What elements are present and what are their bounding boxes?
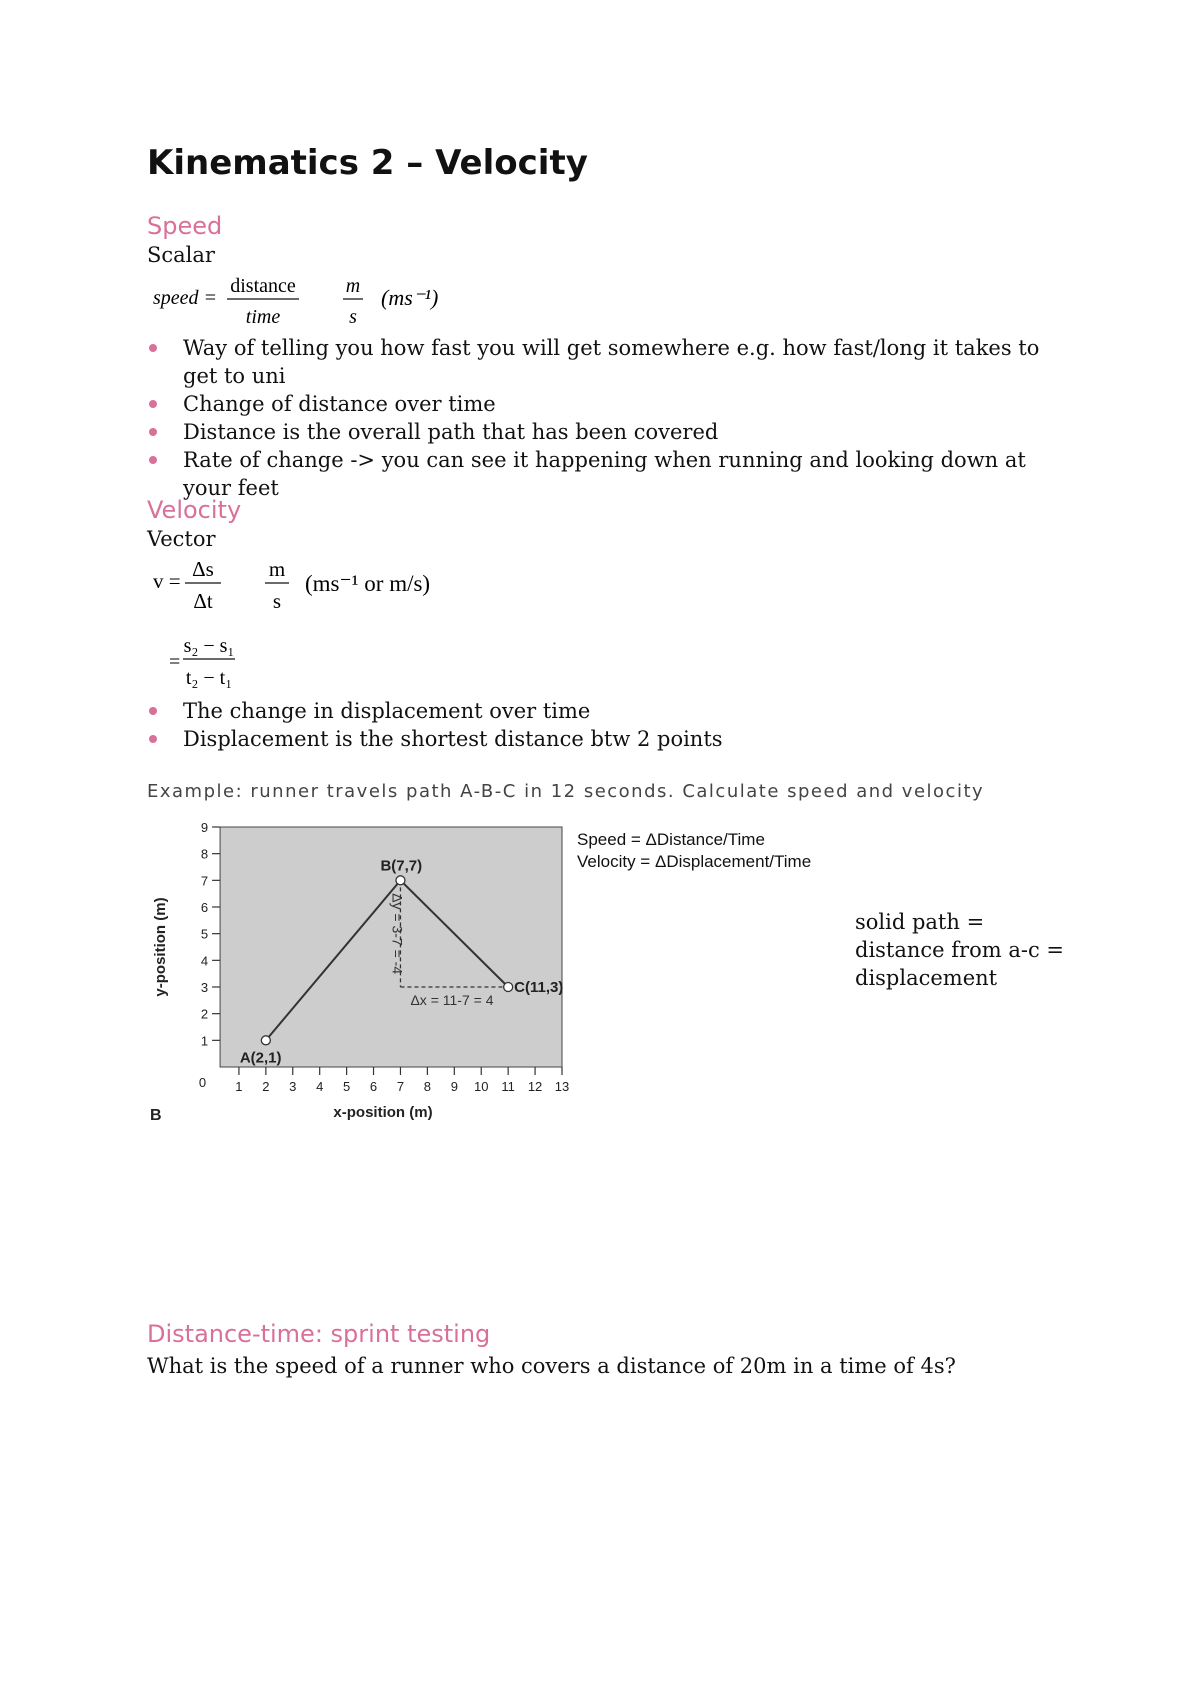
velocity-kind: Vector <box>147 527 216 551</box>
speed-formula-numerator: distance <box>230 275 296 297</box>
y-tick-label: 3 <box>200 980 209 995</box>
x-tick-label: 5 <box>342 1079 351 1094</box>
y-tick-label: 2 <box>200 1006 209 1022</box>
position-figure <box>147 815 847 1140</box>
list-item: Way of telling you how fast you will get somewhere e.g. how fast/long it takes to get to uni <box>147 334 1067 390</box>
speed-formula <box>147 268 477 335</box>
x-tick-label: 13 <box>554 1079 570 1094</box>
velocity-formula-denominator: Δt <box>193 589 213 613</box>
x-tick-label: 4 <box>316 1079 324 1094</box>
velocity-formula-svg <box>147 552 487 616</box>
velocity-eq2-denominator: t₂ − t₁ <box>185 667 233 689</box>
velocity-bullet-list <box>147 697 1067 753</box>
x-axis-ticks <box>235 1067 569 1094</box>
velocity-heading: Velocity <box>147 496 242 524</box>
speed-unit-parenthetical: (ms⁻¹) <box>381 285 439 310</box>
x-tick-label: 2 <box>262 1079 270 1094</box>
panel-label: B <box>150 1107 162 1124</box>
speed-kind: Scalar <box>147 243 215 267</box>
example-text: Example: runner travels path A-B-C in 12 seconds. Calculate speed and velocity <box>147 781 985 802</box>
speed-formula-denominator: time <box>245 306 281 328</box>
velocity-formula-expanded <box>147 628 267 697</box>
point-b-label: B(7,7) <box>380 857 423 875</box>
x-tick-label: 12 <box>527 1079 543 1094</box>
speed-unit-denominator: s <box>349 306 357 328</box>
y-tick-label: 6 <box>200 900 209 915</box>
y-tick-label: 4 <box>200 953 209 969</box>
speed-formula-svg <box>147 268 477 330</box>
list-item: Change of distance over time <box>147 390 1067 418</box>
velocity-unit-numerator: m <box>268 557 286 581</box>
list-item: The change in displacement over time <box>147 697 1067 725</box>
delta-y-label: Δy = 3-7 = -4 <box>389 893 406 975</box>
speed-bullet-list <box>147 334 1067 502</box>
y-tick-label: 1 <box>200 1033 209 1049</box>
x-tick-label: 7 <box>396 1079 405 1094</box>
side-note: solid path = distance from a-c = displacement <box>855 910 1064 990</box>
point-a-marker <box>261 1036 270 1045</box>
velocity-formula-lhs: v = <box>153 569 181 593</box>
point-c-marker <box>504 983 513 992</box>
y-axis-ticks <box>199 820 220 1090</box>
speed-unit-numerator: m <box>345 275 361 297</box>
velocity-formula-numerator: Δs <box>192 557 214 581</box>
x-tick-label: 10 <box>473 1079 489 1094</box>
x-tick-label: 9 <box>450 1079 458 1094</box>
delta-x-label: Δx = 11-7 = 4 <box>410 992 494 1008</box>
page-title: Kinematics 2 – Velocity <box>147 143 588 183</box>
sprint-question: What is the speed of a runner who covers a distance of 20m in a time of 4s? <box>147 1354 956 1378</box>
x-axis-label: x-position (m) <box>333 1104 433 1121</box>
y-tick-label: 5 <box>200 926 209 942</box>
velocity-formula-expanded-svg <box>147 628 267 692</box>
velocity-unit-parenthetical: (ms⁻¹ or m/s) <box>305 571 431 596</box>
x-tick-label: 3 <box>289 1079 297 1094</box>
velocity-unit-denominator: s <box>272 589 282 613</box>
velocity-eq2-lhs: = <box>169 651 181 673</box>
point-c-label: C(11,3) <box>514 979 564 996</box>
distance-time-heading: Distance-time: sprint testing <box>147 1320 491 1348</box>
velocity-eq2-numerator: s₂ − s₁ <box>183 635 235 657</box>
list-item: Displacement is the shortest distance btw 2 points <box>147 725 1067 753</box>
y-tick-label: 8 <box>200 846 209 862</box>
speed-definition: Speed = ΔDistance/Time <box>577 830 765 849</box>
y-tick-label: 9 <box>200 820 209 835</box>
speed-heading: Speed <box>147 212 223 240</box>
y-tick-label: 0 <box>198 1075 207 1090</box>
x-tick-label: 6 <box>369 1079 378 1094</box>
y-tick-label: 7 <box>200 873 209 889</box>
point-a-label: A(2,1) <box>239 1049 282 1067</box>
x-tick-label: 11 <box>501 1079 515 1094</box>
y-axis-label: y-position (m) <box>152 897 169 997</box>
x-tick-label: 8 <box>423 1079 432 1094</box>
position-plot-svg <box>147 815 847 1135</box>
list-item: Distance is the overall path that has been covered <box>147 418 1067 446</box>
x-tick-label: 1 <box>235 1079 243 1094</box>
list-item: Rate of change -> you can see it happening when running and looking down at your feet <box>147 446 1067 502</box>
point-b-marker <box>396 876 405 885</box>
speed-formula-lhs: speed = <box>153 287 218 309</box>
velocity-formula <box>147 552 487 621</box>
velocity-definition: Velocity = ΔDisplacement/Time <box>577 852 812 871</box>
